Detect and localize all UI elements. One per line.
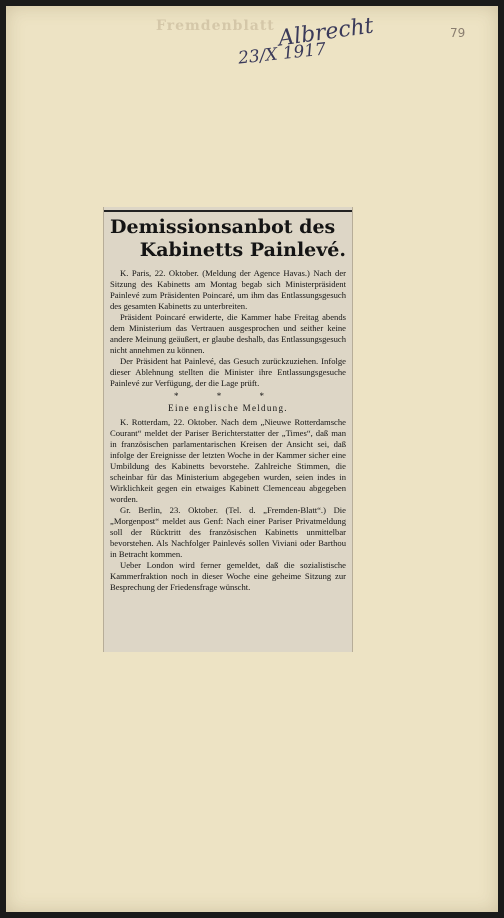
paragraph-paris: K. Paris, 22. Oktober. (Meldung der Agence Havas.) Nach der Sitzung des Kabinetts am Montag begab sich Ministerpräsident Painlevé zum Präsidenten Poincaré, um ihm das Entlassungsgesuch des gesamten Kabinetts zu unterbreiten. [110,268,346,312]
article-body [110,268,346,593]
faded-stamp: Fremdenblatt [156,18,275,34]
subheading: Eine englische Meldung. [168,402,288,413]
headline-line-2: Kabinetts Painlevé. [139,239,346,261]
newspaper-clipping [103,207,353,652]
paragraph-painleve: Der Präsident hat Painlevé, das Gesuch zurückzuziehen. Infolge dieser Ablehnung stellten die Minister ihre Entlassungsgesuche Painlevé zur Verfügung, der die Lage prüft. [110,356,346,389]
top-rule [104,210,352,212]
handwritten-date: 23/X 1917 [237,39,327,69]
paragraph-berlin: Gr. Berlin, 23. Oktober. (Tel. d. „Fremden-Blatt“.) Die „Morgenpost“ meldet aus Genf: Nach einer Pariser Privatmeldung soll der Rücktritt des französischen Kabinetts unmittelbar bevorstehen. Als Nachfolger Painlevés sollen Viviani oder Barthou in Betracht kommen. [110,504,346,560]
paragraph-rotterdam: K. Rotterdam, 22. Oktober. Nach dem „Nieuwe Rotterdamsche Courant“ meldet der Pariser Berichterstatter der „Times“, daß man in französischen parlamentarischen Kreisen der Ansicht sei, daß infolge der Ereignisse der letzten Woche in der Kammer sicher eine Umbildung des Kabinetts bevorstehe. Zahlreiche Stimmen, die scheinbar für das Ministerium abgegeben wurden, seien indes in Wirklichkeit gegen ein etwaiges Kabinett Clemenceau abgegeben worden. [110,416,346,504]
headline-line-1: Demissionsanbot des [110,216,336,238]
paragraph-poincare: Präsident Poincaré erwiderte, die Kammer habe Freitag abends dem Ministerium das Vertrauen ausgesprochen und seither keine andere Meinung geäußert, er glaube deshalb, das Entlassungsgesuch nicht annehmen zu können. [110,312,346,356]
handwritten-name: Albrecht [276,13,376,52]
paragraph-london: Ueber London wird ferner gemeldet, daß die sozialistische Kammerfraktion noch in dieser Woche eine geheime Sitzung zur Besprechung der Friedensfrage wünscht. [110,560,346,593]
separator-asterisks: * * * [174,390,282,401]
archive-number: 79 [450,26,466,40]
